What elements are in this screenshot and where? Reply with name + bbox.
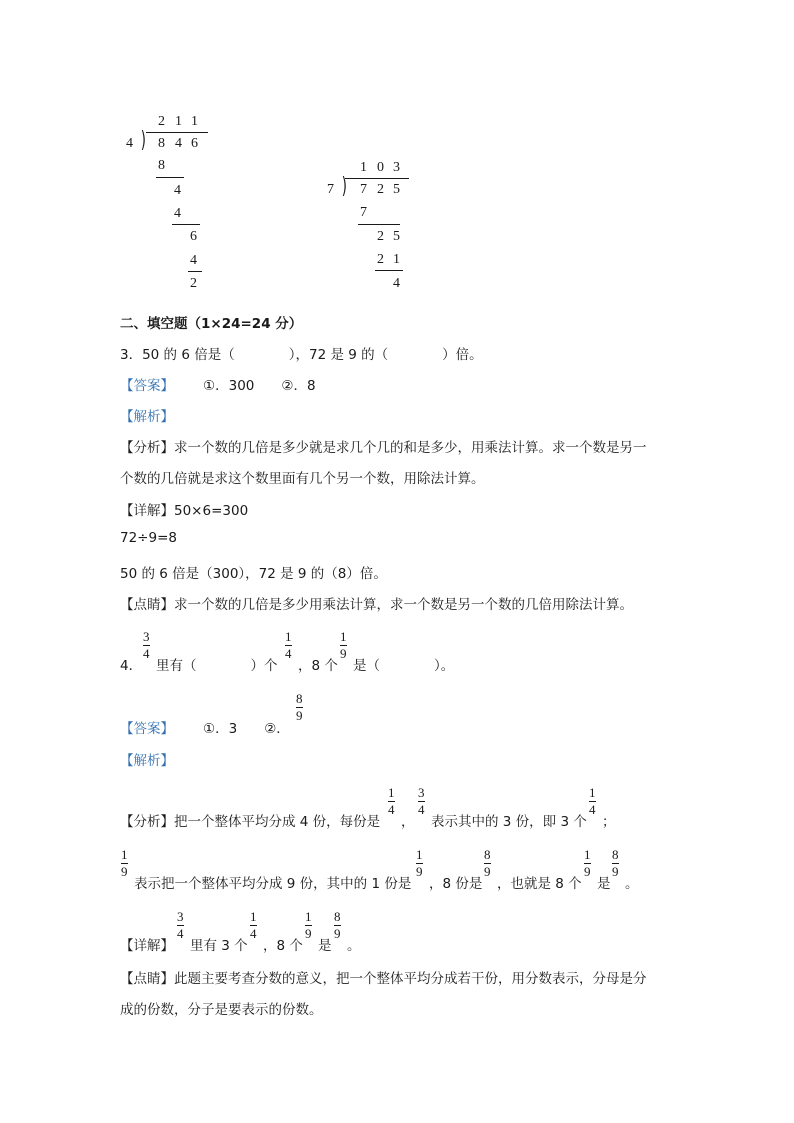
- division-bracket: ): [341, 174, 347, 199]
- step-digit: 8: [158, 158, 165, 173]
- quotient-digit: 1: [360, 160, 367, 175]
- fraction-one-quarter: 1 4: [589, 785, 596, 817]
- dividend-digit: 6: [191, 136, 198, 151]
- q3-xiangjie-line2: 72÷9=8: [120, 530, 177, 546]
- q4-fenxi-line1: [120, 810, 380, 830]
- fraction-one-quarter: 1 4: [285, 629, 292, 661]
- dividend-digit: 5: [393, 182, 400, 197]
- step-digit: 2: [190, 276, 197, 291]
- q4-xiangjie-tag: 【详解】: [120, 938, 174, 954]
- q3-analysis-tag: 【解析】: [120, 409, 174, 425]
- q4-fenxi-line2d: 是: [597, 876, 611, 892]
- quotient-digit: 2: [158, 114, 165, 129]
- step-digit: 6: [190, 229, 197, 244]
- step-digit: 7: [360, 205, 367, 220]
- fraction-one-ninth: 1 9: [305, 909, 312, 941]
- q3-question: 3．50 的 6 倍是（ ），72 是 9 的（ ）倍。: [120, 347, 483, 363]
- quotient-digit: 1: [191, 114, 198, 129]
- q4-answer-tag: 【答案】: [120, 721, 174, 737]
- q4-answer: ①．3 ②．: [203, 721, 290, 737]
- fraction-one-quarter: 1 4: [250, 909, 257, 941]
- step-line: [188, 271, 202, 272]
- q3-fenxi-line1: [120, 436, 647, 456]
- q4-number: 4．: [120, 658, 143, 674]
- q4-xiangjie-text1: 里有 3 个: [190, 938, 248, 954]
- q4-xiangjie-text2: ，8 个: [263, 938, 303, 954]
- fraction-one-ninth: 1 9: [340, 629, 347, 661]
- q4-fenxi-period: 。: [625, 876, 639, 892]
- dianjing-text: 求一个数的几倍是多少用乘法计算，求一个数是另一个数的几倍用除法计算。: [174, 597, 633, 613]
- fenxi-tag: 【分析】: [120, 814, 174, 830]
- q4-fenxi-line2c: ，也就是 8 个: [497, 876, 582, 892]
- q3-dianjing: [120, 593, 633, 613]
- step-digit: 2: [377, 252, 384, 267]
- fraction-one-ninth: 1 9: [121, 847, 128, 879]
- q4-fenxi-semicolon: ；: [602, 814, 616, 830]
- step-digit: 4: [190, 253, 197, 268]
- fraction-eight-ninths: 8 9: [612, 847, 619, 879]
- xiangjie-tag: 【详解】: [120, 503, 174, 519]
- q4-fenxi-line2b: ，8 份是: [429, 876, 483, 892]
- step-digit: 5: [393, 229, 400, 244]
- quotient-digit: 0: [377, 160, 384, 175]
- division-bracket: ): [140, 128, 146, 153]
- dianjing-text: 此题主要考查分数的意义，把一个整体平均分成若干份，用分数表示，分母是分: [174, 971, 647, 987]
- divisor: 4: [126, 136, 133, 151]
- fraction-three-quarters: 3 4: [418, 785, 425, 817]
- fenxi-text: 把一个整体平均分成 4 份，每份是: [174, 814, 381, 830]
- q4-fenxi-comma: ，: [401, 814, 415, 830]
- q3-xiangjie-line3: 50 的 6 倍是（300），72 是 9 的（8）倍。: [120, 566, 387, 582]
- step-digit: 1: [393, 252, 400, 267]
- fraction-three-quarters: 3 4: [177, 909, 184, 941]
- dividend-digit: 8: [158, 136, 165, 151]
- q3-fenxi-line2: 个数的几倍就是求这个数里面有几个另一个数，用除法计算。: [120, 471, 485, 487]
- q4-fenxi-text2: 表示其中的 3 份，即 3 个: [431, 814, 587, 830]
- fenxi-tag: 【分析】: [120, 440, 174, 456]
- division-bar: [345, 178, 409, 179]
- step-line: [156, 177, 184, 178]
- fraction-eight-ninths: 8 9: [484, 847, 491, 879]
- xiangjie-text: 50×6=300: [174, 503, 249, 519]
- dividend-digit: 7: [360, 182, 367, 197]
- q3-answer-tag: 【答案】: [120, 378, 174, 394]
- step-digit: 4: [174, 206, 181, 221]
- fraction-eight-ninths: 8 9: [296, 691, 303, 723]
- step-line: [172, 224, 200, 225]
- q4-text1: 里有（ ）个: [156, 658, 278, 674]
- q4-analysis-tag: 【解析】: [120, 753, 174, 769]
- division-bar: [146, 132, 208, 133]
- dividend-digit: 2: [377, 182, 384, 197]
- fraction-one-ninth: 1 9: [416, 847, 423, 879]
- fenxi-text: 求一个数的几倍是多少就是求几个几的和是多少，用乘法计算。求一个数是另一: [174, 440, 647, 456]
- quotient-digit: 3: [393, 160, 400, 175]
- quotient-digit: 1: [175, 114, 182, 129]
- step-line: [358, 224, 400, 225]
- q3-xiangjie-line1: [120, 499, 248, 519]
- q4-fenxi-line2a: 表示把一个整体平均分成 9 份，其中的 1 份是: [134, 876, 412, 892]
- step-digit: 2: [377, 229, 384, 244]
- dianjing-tag: 【点睛】: [120, 971, 174, 987]
- q4-text3: 是（ ）。: [353, 658, 455, 674]
- step-digit: 4: [174, 183, 181, 198]
- q4-dianjing-line1: [120, 967, 647, 987]
- q4-dianjing-line2: 成的份数，分子是要表示的份数。: [120, 1002, 323, 1018]
- fraction-one-quarter: 1 4: [388, 785, 395, 817]
- q4-xiangjie-text3: 是: [318, 938, 332, 954]
- fraction-eight-ninths: 8 9: [334, 909, 341, 941]
- section-heading: 二、填空题（1×24=24 分）: [120, 316, 303, 332]
- step-digit: 4: [393, 276, 400, 291]
- dividend-digit: 4: [175, 136, 182, 151]
- fraction-one-ninth: 1 9: [584, 847, 591, 879]
- q4-text2: ，8 个: [298, 658, 338, 674]
- dianjing-tag: 【点睛】: [120, 597, 174, 613]
- fraction-three-quarters: 3 4: [143, 629, 150, 661]
- divisor: 7: [327, 182, 334, 197]
- q4-xiangjie-period: 。: [347, 938, 361, 954]
- q3-answer: ①．300 ②．8: [203, 378, 316, 394]
- step-line: [375, 270, 403, 271]
